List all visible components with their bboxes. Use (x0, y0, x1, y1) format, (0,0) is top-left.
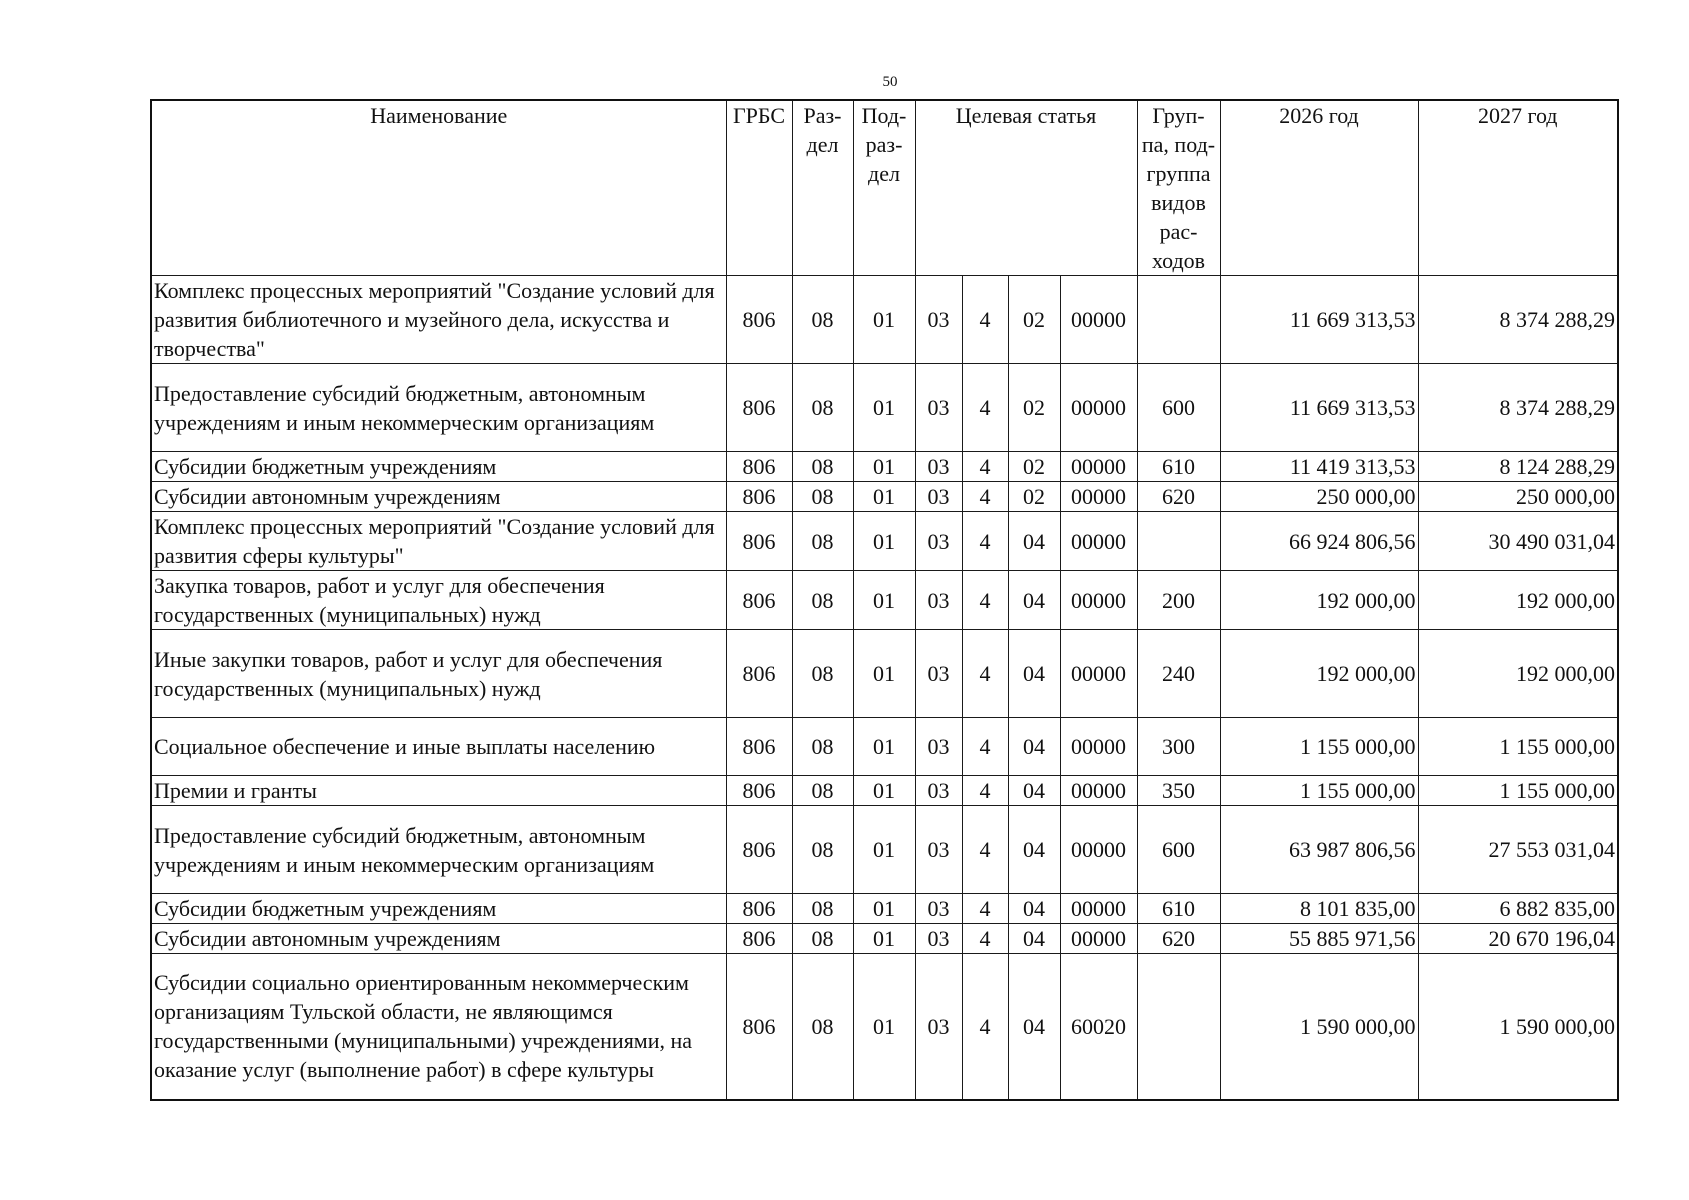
table-cell-podrazdel: 01 (853, 924, 915, 954)
table-cell-name: Социальное обеспечение и иные выплаты населению (151, 718, 726, 776)
table-cell-target-complex: 02 (1008, 452, 1060, 482)
table-cell-target-direction: 00000 (1060, 924, 1137, 954)
table-cell-target-type: 4 (962, 452, 1008, 482)
table-cell-podrazdel: 01 (853, 512, 915, 571)
table-cell-2026: 11 669 313,53 (1220, 276, 1418, 364)
table-cell-razdel: 08 (792, 924, 853, 954)
table-cell-podrazdel: 01 (853, 452, 915, 482)
table-cell-target-complex: 04 (1008, 806, 1060, 894)
table-cell-2027: 6 882 835,00 (1418, 894, 1618, 924)
table-cell-name: Закупка товаров, работ и услуг для обеспечения государственных (муниципальных) нужд (151, 571, 726, 630)
table-cell-target-program: 03 (915, 718, 962, 776)
table-row (151, 894, 1618, 924)
table-cell-razdel: 08 (792, 482, 853, 512)
table-cell-target-direction: 00000 (1060, 894, 1137, 924)
table-cell-razdel: 08 (792, 894, 853, 924)
table-cell-target-program: 03 (915, 512, 962, 571)
table-cell-2027: 250 000,00 (1418, 482, 1618, 512)
budget-table (150, 99, 1619, 1101)
table-cell-2027: 192 000,00 (1418, 571, 1618, 630)
table-cell-target-complex: 04 (1008, 954, 1060, 1100)
table-cell-target-complex: 04 (1008, 894, 1060, 924)
table-cell-target-complex: 04 (1008, 776, 1060, 806)
table-cell-expense-group: 300 (1137, 718, 1220, 776)
table-cell-name: Субсидии бюджетным учреждениям (151, 894, 726, 924)
table-row (151, 364, 1618, 452)
table-cell-target-program: 03 (915, 364, 962, 452)
table-cell-target-program: 03 (915, 806, 962, 894)
table-cell-target-type: 4 (962, 630, 1008, 718)
table-cell-2026: 1 155 000,00 (1220, 776, 1418, 806)
table-cell-2026: 250 000,00 (1220, 482, 1418, 512)
table-cell-name: Комплекс процессных мероприятий "Создание условий для развития библиотечного и музейного дела, искусства и творчества" (151, 276, 726, 364)
table-header-row (151, 100, 1618, 276)
table-row (151, 924, 1618, 954)
table-cell-target-program: 03 (915, 630, 962, 718)
table-cell-target-program: 03 (915, 894, 962, 924)
table-cell-name: Субсидии автономным учреждениям (151, 482, 726, 512)
table-cell-target-program: 03 (915, 954, 962, 1100)
table-cell-target-program: 03 (915, 482, 962, 512)
table-cell-target-complex: 04 (1008, 512, 1060, 571)
table-cell-grbs: 806 (726, 482, 792, 512)
table-cell-target-direction: 00000 (1060, 276, 1137, 364)
table-cell-name: Комплекс процессных мероприятий "Создание условий для развития сферы культуры" (151, 512, 726, 571)
table-cell-target-type: 4 (962, 482, 1008, 512)
table-cell-expense-group: 600 (1137, 364, 1220, 452)
table-body (151, 276, 1618, 1100)
table-cell-2026: 63 987 806,56 (1220, 806, 1418, 894)
table-cell-podrazdel: 01 (853, 276, 915, 364)
table-cell-target-type: 4 (962, 512, 1008, 571)
table-cell-razdel: 08 (792, 776, 853, 806)
header-2027: 2027 год (1418, 100, 1618, 276)
table-cell-target-type: 4 (962, 894, 1008, 924)
table-cell-podrazdel: 01 (853, 894, 915, 924)
table-cell-2027: 8 124 288,29 (1418, 452, 1618, 482)
table-cell-target-program: 03 (915, 571, 962, 630)
table-cell-target-direction: 00000 (1060, 776, 1137, 806)
table-cell-target-type: 4 (962, 364, 1008, 452)
table-cell-razdel: 08 (792, 512, 853, 571)
table-cell-target-direction: 00000 (1060, 630, 1137, 718)
table-cell-target-complex: 02 (1008, 482, 1060, 512)
table-cell-target-type: 4 (962, 806, 1008, 894)
table-cell-name: Предоставление субсидий бюджетным, автономным учреждениям и иным некоммерческим организациям (151, 806, 726, 894)
table-cell-target-direction: 00000 (1060, 452, 1137, 482)
table-cell-2027: 20 670 196,04 (1418, 924, 1618, 954)
table-cell-target-type: 4 (962, 924, 1008, 954)
table-cell-name: Иные закупки товаров, работ и услуг для обеспечения государственных (муниципальных) нужд (151, 630, 726, 718)
table-row (151, 776, 1618, 806)
table-cell-2027: 1 155 000,00 (1418, 776, 1618, 806)
table-cell-2027: 8 374 288,29 (1418, 364, 1618, 452)
table-cell-target-program: 03 (915, 924, 962, 954)
table-cell-grbs: 806 (726, 718, 792, 776)
table-row (151, 571, 1618, 630)
table-cell-grbs: 806 (726, 276, 792, 364)
table-cell-target-complex: 02 (1008, 364, 1060, 452)
table-cell-2026: 66 924 806,56 (1220, 512, 1418, 571)
table-cell-name: Субсидии социально ориентированным некоммерческим организациям Тульской области, не являющимся государственными (муниципальными) учреждениями, на оказание услуг (выполнение работ) в сфере культуры (151, 954, 726, 1100)
table-cell-razdel: 08 (792, 276, 853, 364)
table-cell-expense-group: 610 (1137, 452, 1220, 482)
table-cell-podrazdel: 01 (853, 364, 915, 452)
table-cell-target-direction: 00000 (1060, 482, 1137, 512)
table-cell-target-direction: 00000 (1060, 364, 1137, 452)
table-cell-podrazdel: 01 (853, 482, 915, 512)
table-cell-name: Премии и гранты (151, 776, 726, 806)
header-name: Наименование (151, 100, 726, 276)
table-cell-podrazdel: 01 (853, 954, 915, 1100)
table-cell-2026: 55 885 971,56 (1220, 924, 1418, 954)
table-row (151, 482, 1618, 512)
table-cell-grbs: 806 (726, 571, 792, 630)
table-cell-grbs: 806 (726, 806, 792, 894)
table-cell-grbs: 806 (726, 894, 792, 924)
table-cell-target-direction: 60020 (1060, 954, 1137, 1100)
table-cell-podrazdel: 01 (853, 776, 915, 806)
table-cell-razdel: 08 (792, 571, 853, 630)
table-cell-razdel: 08 (792, 954, 853, 1100)
table-cell-target-type: 4 (962, 776, 1008, 806)
table-cell-2027: 27 553 031,04 (1418, 806, 1618, 894)
table-cell-expense-group: 350 (1137, 776, 1220, 806)
table-cell-grbs: 806 (726, 776, 792, 806)
table-cell-target-type: 4 (962, 276, 1008, 364)
table-cell-target-direction: 00000 (1060, 571, 1137, 630)
header-podrazdel: Под-раз-дел (853, 100, 915, 276)
table-cell-expense-group: 620 (1137, 924, 1220, 954)
table-cell-target-complex: 04 (1008, 718, 1060, 776)
table-cell-target-program: 03 (915, 452, 962, 482)
table-cell-grbs: 806 (726, 924, 792, 954)
table-cell-podrazdel: 01 (853, 718, 915, 776)
table-row (151, 452, 1618, 482)
table-cell-2027: 30 490 031,04 (1418, 512, 1618, 571)
table-cell-2026: 192 000,00 (1220, 571, 1418, 630)
header-grbs: ГРБС (726, 100, 792, 276)
table-cell-podrazdel: 01 (853, 571, 915, 630)
table-cell-target-direction: 00000 (1060, 806, 1137, 894)
table-cell-razdel: 08 (792, 718, 853, 776)
table-cell-expense-group (1137, 512, 1220, 571)
table-cell-2027: 192 000,00 (1418, 630, 1618, 718)
table-cell-razdel: 08 (792, 806, 853, 894)
table-cell-target-complex: 04 (1008, 571, 1060, 630)
table-cell-2026: 11 669 313,53 (1220, 364, 1418, 452)
table-row (151, 954, 1618, 1100)
table-cell-target-type: 4 (962, 954, 1008, 1100)
table-cell-target-complex: 04 (1008, 630, 1060, 718)
table-cell-2026: 192 000,00 (1220, 630, 1418, 718)
table-cell-target-complex: 02 (1008, 276, 1060, 364)
table-row (151, 276, 1618, 364)
table-row (151, 630, 1618, 718)
table-cell-expense-group: 200 (1137, 571, 1220, 630)
table-cell-razdel: 08 (792, 364, 853, 452)
table-cell-expense-group (1137, 954, 1220, 1100)
table-cell-grbs: 806 (726, 512, 792, 571)
table-row (151, 512, 1618, 571)
table-cell-expense-group: 610 (1137, 894, 1220, 924)
header-razdel: Раз-дел (792, 100, 853, 276)
table-cell-podrazdel: 01 (853, 806, 915, 894)
table-cell-target-program: 03 (915, 776, 962, 806)
table-cell-podrazdel: 01 (853, 630, 915, 718)
table-cell-expense-group (1137, 276, 1220, 364)
table-cell-grbs: 806 (726, 630, 792, 718)
header-expense-group: Груп-па, под-группа видов рас-ходов (1137, 100, 1220, 276)
table-cell-expense-group: 620 (1137, 482, 1220, 512)
header-target-article: Целевая статья (915, 100, 1137, 276)
table-cell-2026: 1 590 000,00 (1220, 954, 1418, 1100)
table-cell-target-complex: 04 (1008, 924, 1060, 954)
header-2026: 2026 год (1220, 100, 1418, 276)
table-cell-2026: 11 419 313,53 (1220, 452, 1418, 482)
table-cell-grbs: 806 (726, 364, 792, 452)
table-cell-name: Субсидии бюджетным учреждениям (151, 452, 726, 482)
table-cell-2027: 1 155 000,00 (1418, 718, 1618, 776)
table-cell-target-type: 4 (962, 571, 1008, 630)
table-cell-name: Субсидии автономным учреждениям (151, 924, 726, 954)
table-row (151, 718, 1618, 776)
table-cell-expense-group: 240 (1137, 630, 1220, 718)
table-cell-expense-group: 600 (1137, 806, 1220, 894)
page-number: 50 (882, 74, 898, 90)
table-cell-target-direction: 00000 (1060, 718, 1137, 776)
table-cell-target-program: 03 (915, 276, 962, 364)
table-cell-razdel: 08 (792, 630, 853, 718)
table-cell-2026: 8 101 835,00 (1220, 894, 1418, 924)
table-cell-2026: 1 155 000,00 (1220, 718, 1418, 776)
table-cell-grbs: 806 (726, 452, 792, 482)
table-cell-razdel: 08 (792, 452, 853, 482)
table-cell-name: Предоставление субсидий бюджетным, автономным учреждениям и иным некоммерческим организациям (151, 364, 726, 452)
table-cell-target-type: 4 (962, 718, 1008, 776)
table-cell-2027: 1 590 000,00 (1418, 954, 1618, 1100)
table-cell-target-direction: 00000 (1060, 512, 1137, 571)
table-cell-2027: 8 374 288,29 (1418, 276, 1618, 364)
table-cell-grbs: 806 (726, 954, 792, 1100)
table-row (151, 806, 1618, 894)
